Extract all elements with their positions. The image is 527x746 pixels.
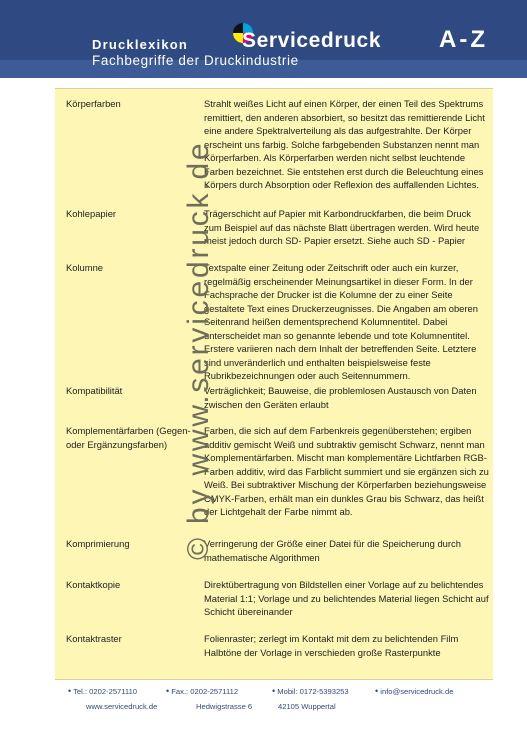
bullet-icon: • [68, 686, 72, 696]
entry-definition: Direktübertragung von Bildstellen einer Vorlage auf zu belichtendes Material 1:1; Vorlage und zu belichtendes Material liegen Schicht auf Schicht übereinander [204, 579, 489, 617]
footer-phone[interactable]: Tel.: 0202-2571110 [73, 687, 138, 696]
glossary-panel [55, 88, 493, 680]
entry-term: Komprimierung [66, 538, 130, 549]
bullet-icon: • [166, 686, 170, 696]
bullet-icon: • [375, 686, 379, 696]
bullet-icon: • [272, 686, 276, 696]
entry-term: Kompatibilität [66, 385, 123, 396]
entry-term: Kohlepapier [66, 208, 117, 219]
entry-definition: Verträglichkeit; Bauweise, die problemlosen Austausch von Daten zwischen den Geräten erlaubt [204, 385, 477, 410]
entry-definition: Verringerung der Größe einer Datei für die Speicherung durch mathematische Algorithmen [204, 538, 461, 563]
entry-term: Kolumne [66, 262, 104, 273]
lexicon-title: Drucklexikon [92, 37, 189, 52]
entry-term: Körperfarben [66, 98, 121, 109]
footer-website-link[interactable]: www.servicedruck.de [86, 702, 158, 711]
footer-city: 42105 Wuppertal [278, 702, 336, 711]
footer-fax[interactable]: Fax.: 0202-2571112 [171, 687, 239, 696]
brand-logo-text: Servicedruck [242, 29, 382, 52]
section-label: A-Z [439, 26, 488, 53]
footer-street: Hedwigstrasse 6 [196, 702, 253, 711]
entry-definition: Strahlt weißes Licht auf einen Körper, der einen Teil des Spektrums remittiert, den anderen absorbiert, so besitzt das remittierende Licht eine andere Spektralverteilung als das aufgestrahlte. Der Körper erscheint uns farbig. Solche farbgebenden Substanzen nennt man Körperfarben. Als Körperfarben werden nicht selbst leuchtende Farben bezeichnet. Sie entstehen erst durch die Beleuchtung eines Körpers durch Absorption oder Reflexion des auffallenden Lichtes. [204, 98, 485, 190]
entry-definition: Textspalte einer Zeitung oder Zeitschrift oder auch ein kurzer, regelmäßig erscheinender Meinungsartikel in dieser Form. In der Fachsprache der Drucker ist die Kolumne der zu einer Seite gestaltete Text eines Druckerzeugnisses. Die Angaben am oberen Seitenrand heißen dementsprechend Kolumnentitel. Dabei unterscheidet man so genannte lebende und tote Kolumnentitel. Erstere variieren nach dem Inhalt der betreffenden Seite. Letztere sind unveränderlich und enthalten beispielsweise feste Rubrikbezeichnungen oder auch Seitennummern. [204, 262, 478, 381]
entry-term: Kontaktraster [66, 633, 122, 644]
entry-term: Kontaktkopie [66, 579, 121, 590]
footer-email-link[interactable]: info@servicedruck.de [380, 687, 454, 696]
lexicon-subtitle: Fachbegriffe der Druckindustrie [92, 53, 299, 68]
entry-term: Komplementärfarben (Gegen- oder Ergänzungsfarben) [66, 425, 191, 450]
entry-definition: Folienraster; zerlegt im Kontakt mit dem zu belichtenden Film Halbtöne der Vorlage in verschieden große Rasterpunkte [204, 633, 459, 658]
entry-definition: Trägerschicht auf Papier mit Karbondruckfarben, die beim Druck zum Beispiel auf das nächste Blatt übertragen werden. Wird heute meist jedoch durch SD- Papier ersetzt. Siehe auch SD - Papier [204, 208, 480, 246]
copyright-watermark: © by www.servicedruck.de [182, 140, 215, 560]
entry-definition: Farben, die sich auf dem Farbenkreis gegenüberstehen; ergiben additiv gemischt Weiß und subtraktiv gemischt Schwarz, nennt man Komplementärfarben. Mischt man komplementäre Lichtfarben RGB-Farben additiv, wird das Farblicht summiert und sie ergänzen sich zu Weiß. Bei subtraktiver Mischung der Körperfarben beziehungsweise CMYK-Farben, erhält man ein dunkles Grau bis Schwarz, das heißt der Lichtgehalt der Farbe nimmt ab. [204, 425, 489, 517]
footer-mobile[interactable]: Mobil: 0172-5393253 [277, 687, 349, 696]
